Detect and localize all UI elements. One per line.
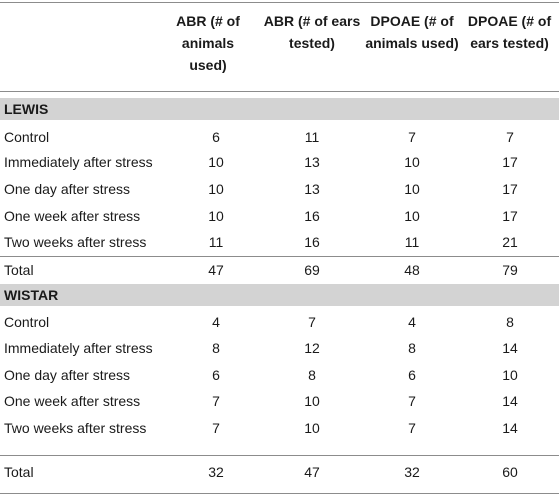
col-header-dpoae-ears: DPOAE (# of ears tested) bbox=[467, 13, 552, 51]
cell-value: 17 bbox=[502, 208, 518, 224]
cell-value: 16 bbox=[304, 234, 320, 250]
cell-value: 21 bbox=[502, 234, 518, 250]
header-bottom-rule bbox=[0, 91, 559, 92]
wistar-total-rule bbox=[0, 455, 559, 456]
cell-value: 8 bbox=[506, 314, 514, 330]
cell-value: 47 bbox=[208, 262, 224, 278]
cell-value: 14 bbox=[502, 420, 518, 436]
cell-value: 11 bbox=[304, 129, 320, 145]
cell-value: 17 bbox=[502, 154, 518, 170]
cell-value: 48 bbox=[404, 262, 420, 278]
cell-value: 79 bbox=[502, 262, 518, 278]
row-label: One day after stress bbox=[4, 367, 131, 383]
cell-value: 10 bbox=[404, 154, 420, 170]
cell-value: 7 bbox=[212, 420, 220, 436]
cell-value: 10 bbox=[208, 181, 224, 197]
cell-value: 8 bbox=[308, 367, 316, 383]
table-top-rule bbox=[0, 2, 559, 3]
row-label: One day after stress bbox=[4, 181, 131, 197]
cell-value: 10 bbox=[208, 208, 224, 224]
cell-value: 10 bbox=[208, 154, 224, 170]
cell-value: 14 bbox=[502, 393, 518, 409]
cell-value: 6 bbox=[212, 129, 220, 145]
table-bottom-rule bbox=[0, 493, 559, 494]
cell-value: 8 bbox=[408, 340, 416, 356]
cell-value: 69 bbox=[304, 262, 320, 278]
cell-value: 4 bbox=[212, 314, 220, 330]
row-label: Immediately after stress bbox=[4, 154, 153, 170]
cell-value: 7 bbox=[506, 129, 514, 145]
cell-value: 4 bbox=[408, 314, 416, 330]
cell-value: 60 bbox=[502, 464, 518, 480]
row-label: Total bbox=[4, 464, 34, 480]
col-header-abr-animals: ABR (# of animals used) bbox=[176, 13, 240, 73]
cell-value: 13 bbox=[304, 181, 320, 197]
row-label: One week after stress bbox=[4, 393, 141, 409]
cell-value: 7 bbox=[408, 129, 416, 145]
cell-value: 10 bbox=[404, 181, 420, 197]
cell-value: 14 bbox=[502, 340, 518, 356]
cell-value: 10 bbox=[304, 420, 320, 436]
group-label: WISTAR bbox=[4, 287, 59, 303]
cell-value: 16 bbox=[304, 208, 320, 224]
cell-value: 8 bbox=[212, 340, 220, 356]
row-label: Control bbox=[4, 129, 50, 145]
row-label: Total bbox=[4, 262, 34, 278]
group-band-wistar bbox=[0, 284, 559, 306]
group-label: LEWIS bbox=[4, 101, 49, 117]
cell-value: 6 bbox=[212, 367, 220, 383]
col-header-dpoae-animals: DPOAE (# of animals used) bbox=[365, 13, 459, 51]
cell-value: 47 bbox=[304, 464, 320, 480]
cell-value: 32 bbox=[404, 464, 420, 480]
row-label: Two weeks after stress bbox=[4, 234, 147, 250]
cell-value: 10 bbox=[502, 367, 518, 383]
cell-value: 32 bbox=[208, 464, 224, 480]
cell-value: 10 bbox=[304, 393, 320, 409]
cell-value: 17 bbox=[502, 181, 518, 197]
cell-value: 13 bbox=[304, 154, 320, 170]
cell-value: 11 bbox=[208, 234, 224, 250]
row-label: One week after stress bbox=[4, 208, 141, 224]
cell-value: 10 bbox=[404, 208, 420, 224]
cell-value: 6 bbox=[408, 367, 416, 383]
cell-value: 7 bbox=[408, 420, 416, 436]
row-label: Immediately after stress bbox=[4, 340, 153, 356]
row-label: Two weeks after stress bbox=[4, 420, 147, 436]
cell-value: 11 bbox=[404, 234, 420, 250]
cell-value: 7 bbox=[408, 393, 416, 409]
cell-value: 7 bbox=[308, 314, 316, 330]
lewis-total-rule bbox=[0, 256, 559, 257]
group-band-lewis bbox=[0, 98, 559, 120]
cell-value: 7 bbox=[212, 393, 220, 409]
row-label: Control bbox=[4, 314, 50, 330]
col-header-abr-ears: ABR (# of ears tested) bbox=[263, 13, 361, 51]
cell-value: 12 bbox=[304, 340, 320, 356]
